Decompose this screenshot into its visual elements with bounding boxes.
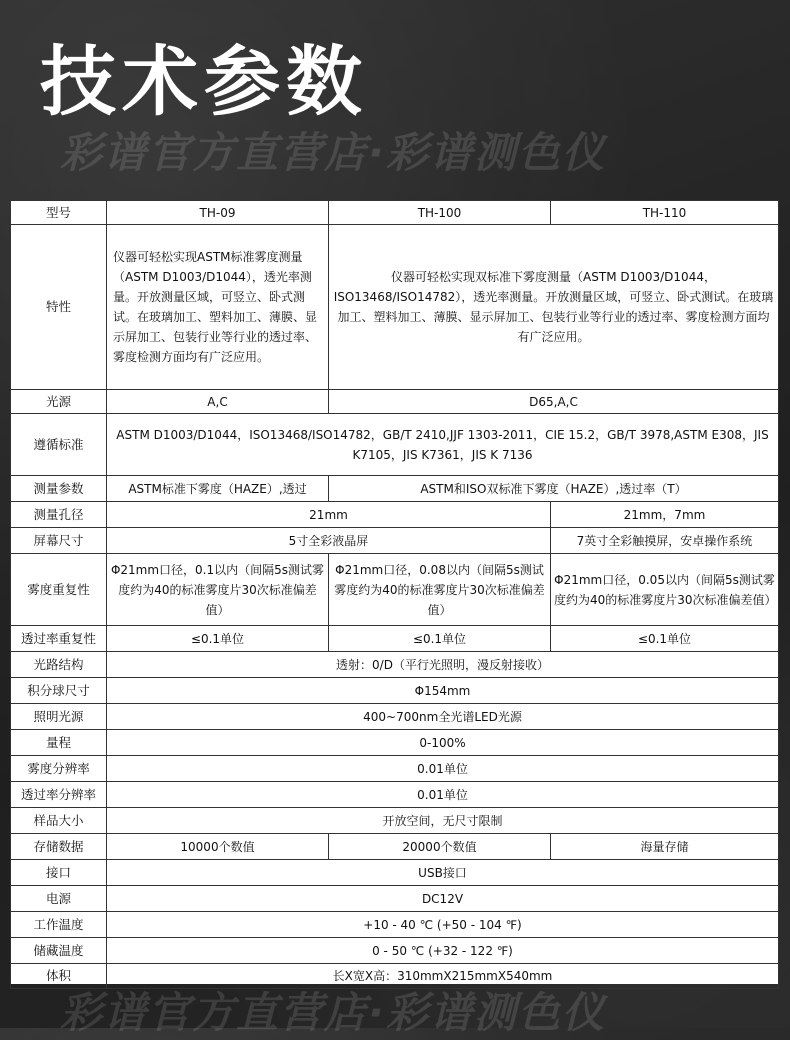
- table-row-store-temp: [11, 938, 779, 964]
- haze-res-value: 0.01单位: [107, 756, 779, 782]
- model-th09: TH-09: [107, 201, 329, 225]
- table-row-illum: [11, 704, 779, 730]
- table-row-power: [11, 886, 779, 912]
- table-row-trans-res: [11, 782, 779, 808]
- light-source-th09: A,C: [107, 390, 329, 414]
- standards-value: ASTM D1003/D1044，ISO13468/ISO14782，GB/T 2410,JJF 1303-2011，CIE 15.2，GB/T 3978,ASTM E308，JIS K7105，JIS K7361，JIS K 7136: [107, 414, 779, 476]
- optics-value: 透射：0/D（平行光照明，漫反射接收）: [107, 652, 779, 678]
- sample-label: 样品大小: [11, 808, 107, 834]
- table-row-aperture: [11, 502, 779, 528]
- table-row-feature: [11, 225, 779, 390]
- table-row-sphere: [11, 678, 779, 704]
- storage-th09: 10000个数值: [107, 834, 329, 860]
- table-row-haze-res: [11, 756, 779, 782]
- sphere-value: Φ154mm: [107, 678, 779, 704]
- op-temp-value: +10 - 40 ℃ (+50 - 104 ℉): [107, 912, 779, 938]
- feature-th100-110: 仪器可轻松实现双标准下雾度测量（ASTM D1003/D1044，ISO13468/ISO14782），透光率测量。开放测量区域，可竖立、卧式测试。在玻璃加工、塑料加工、薄膜、显示屏加工、包装行业等行业的透过率、雾度检测方面均有广泛应用。: [329, 225, 779, 390]
- table-row-header: [11, 201, 779, 225]
- storage-th110: 海量存储: [551, 834, 779, 860]
- haze-repeat-th110: Φ21mm口径，0.05以内（间隔5s测试雾度约为40的标准雾度片30次标准偏差值）: [551, 554, 779, 626]
- storage-label: 存储数据: [11, 834, 107, 860]
- screen-label: 屏幕尺寸: [11, 528, 107, 554]
- store-temp-label: 储藏温度: [11, 938, 107, 964]
- interface-label: 接口: [11, 860, 107, 886]
- haze-res-label: 雾度分辨率: [11, 756, 107, 782]
- table-row-storage: [11, 834, 779, 860]
- table-row-haze-repeat: [11, 554, 779, 626]
- table-row-standards: [11, 414, 779, 476]
- haze-repeat-label: 雾度重复性: [11, 554, 107, 626]
- range-value: 0-100%: [107, 730, 779, 756]
- sphere-label: 积分球尺寸: [11, 678, 107, 704]
- trans-res-value: 0.01单位: [107, 782, 779, 808]
- screen-th110: 7英寸全彩触摸屏，安卓操作系统: [551, 528, 779, 554]
- haze-repeat-th09: Φ21mm口径，0.1以内（间隔5s测试雾度约为40的标准雾度片30次标准偏差值）: [107, 554, 329, 626]
- illum-value: 400~700nm全光谱LED光源: [107, 704, 779, 730]
- sample-value: 开放空间，无尺寸限制: [107, 808, 779, 834]
- trans-repeat-th09: ≤0.1单位: [107, 626, 329, 652]
- light-source-label: 光源: [11, 390, 107, 414]
- trans-res-label: 透过率分辨率: [11, 782, 107, 808]
- feature-label: 特性: [11, 225, 107, 390]
- interface-value: USB接口: [107, 860, 779, 886]
- aperture-label: 测量孔径: [11, 502, 107, 528]
- storage-th100: 20000个数值: [329, 834, 551, 860]
- feature-th09: 仪器可轻松实现ASTM标准雾度测量（ASTM D1003/D1044），透光率测量。开放测量区域，可竖立、卧式测试。在玻璃加工、塑料加工、薄膜、显示屏加工、包装行业等行业的透过率、雾度检测方面均有广泛应用。: [107, 225, 329, 390]
- params-th100-110: ASTM和ISO双标准下雾度（HAZE）,透过率（T）: [329, 476, 779, 502]
- op-temp-label: 工作温度: [11, 912, 107, 938]
- table-row-volume: [11, 964, 779, 989]
- model-th110: TH-110: [551, 201, 779, 225]
- table-row-interface: [11, 860, 779, 886]
- trans-repeat-th100: ≤0.1单位: [329, 626, 551, 652]
- aperture-th110: 21mm，7mm: [551, 502, 779, 528]
- params-label: 测量参数: [11, 476, 107, 502]
- standards-label: 遵循标准: [11, 414, 107, 476]
- model-th100: TH-100: [329, 201, 551, 225]
- table-row-screen: [11, 528, 779, 554]
- header-label: 型号: [11, 201, 107, 225]
- light-source-th100-110: D65,A,C: [329, 390, 779, 414]
- aperture-th09-100: 21mm: [107, 502, 551, 528]
- table-row-optics: [11, 652, 779, 678]
- table-row-light-source: [11, 390, 779, 414]
- range-label: 量程: [11, 730, 107, 756]
- table-row-range: [11, 730, 779, 756]
- params-th09: ASTM标准下雾度（HAZE）,透过: [107, 476, 329, 502]
- spec-table: [10, 200, 779, 989]
- power-label: 电源: [11, 886, 107, 912]
- trans-repeat-th110: ≤0.1单位: [551, 626, 779, 652]
- haze-repeat-th100: Φ21mm口径，0.08以内（间隔5s测试雾度约为40的标准雾度片30次标准偏差值）: [329, 554, 551, 626]
- table-row-op-temp: [11, 912, 779, 938]
- watermark-bottom: 彩谱官方直营店·彩谱测色仪: [60, 988, 606, 1037]
- watermark-top: 彩谱官方直营店·彩谱测色仪: [60, 128, 606, 177]
- table-row-params: [11, 476, 779, 502]
- volume-value: 长X宽X高：310mmX215mmX540mm: [107, 964, 779, 989]
- spec-table-container: [10, 200, 778, 984]
- screen-th09-100: 5寸全彩液晶屏: [107, 528, 551, 554]
- store-temp-value: 0 - 50 ℃ (+32 - 122 ℉): [107, 938, 779, 964]
- trans-repeat-label: 透过率重复性: [11, 626, 107, 652]
- page-title: 技术参数: [40, 37, 368, 126]
- power-value: DC12V: [107, 886, 779, 912]
- table-row-trans-repeat: [11, 626, 779, 652]
- table-row-sample: [11, 808, 779, 834]
- illum-label: 照明光源: [11, 704, 107, 730]
- volume-label: 体积: [11, 964, 107, 989]
- optics-label: 光路结构: [11, 652, 107, 678]
